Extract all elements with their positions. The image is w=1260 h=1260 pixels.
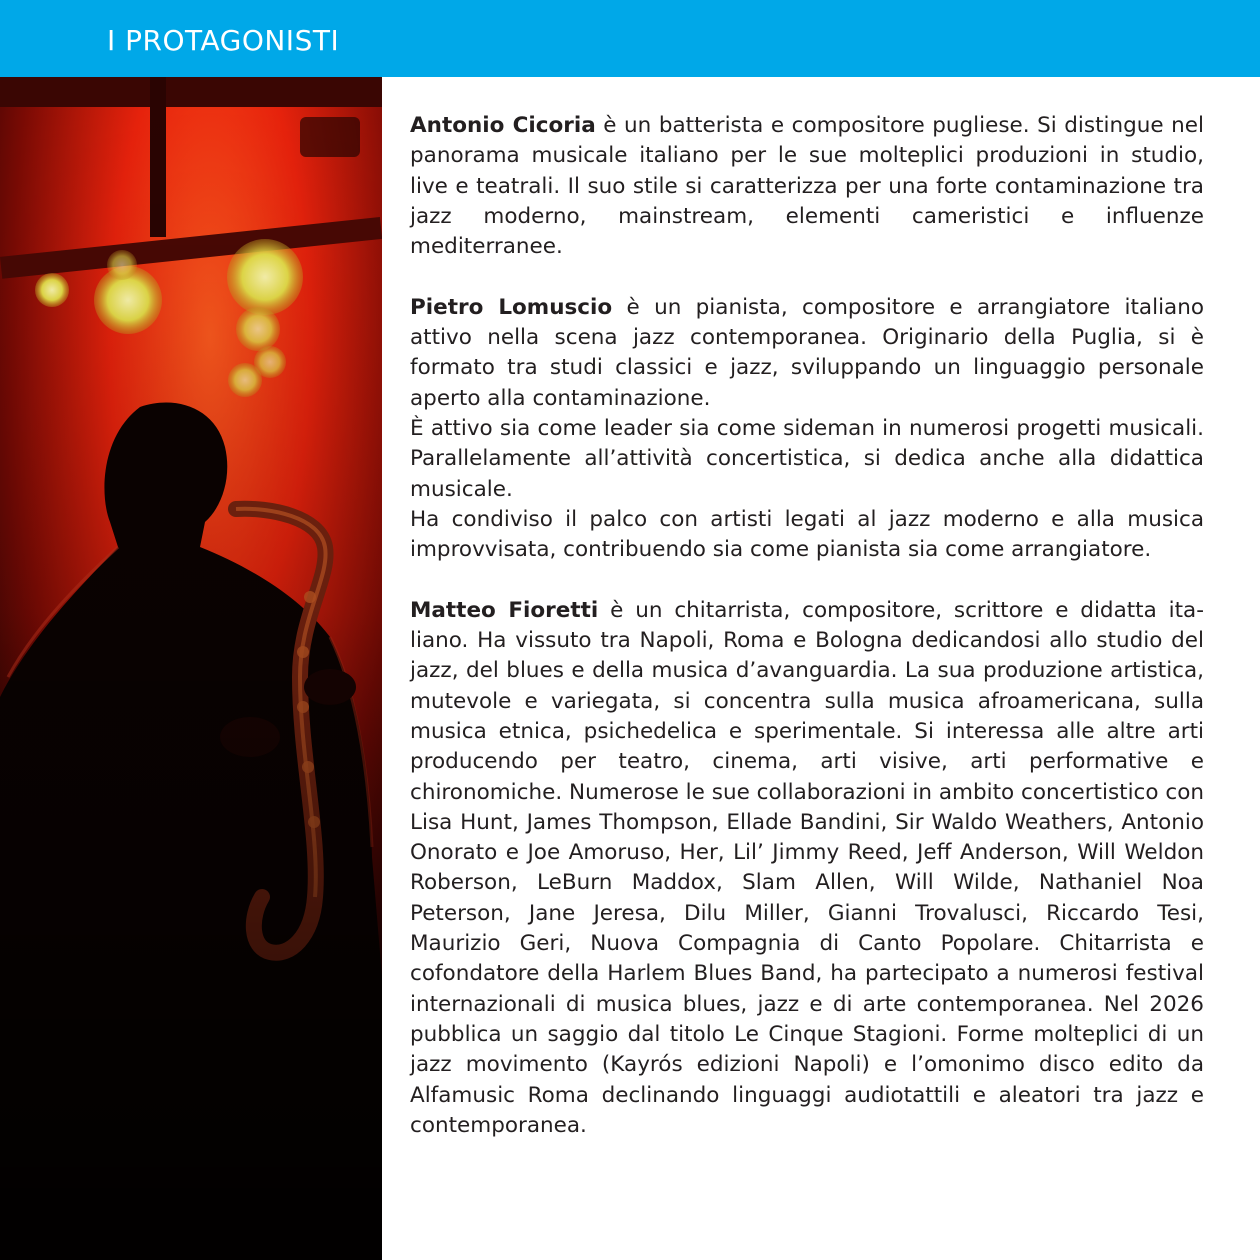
bio-text: Ha condiviso il palco con artisti legati al jazz moderno e alla musica improvvisata, contribuendo sia come pianista sia come arrangiatore. <box>410 506 1204 563</box>
page-title: I PROTAGONISTI <box>107 24 340 57</box>
bio-text: è un batterista e compositore pugliese. Si distingue nel panorama musicale italiano per le sue molteplici produzioni in studio, live e teatrali. Il suo stile si caratterizza per una forte contaminazione tra jazz moderno, mainstream, elementi cameristici e influenze mediterranee. <box>410 113 1204 260</box>
bios-text <box>410 111 1204 1141</box>
bio-text: è un pianista, compositore e arrangiatore italiano attivo nella scena jazz contemporanea. Originario della Puglia, si è formato tra studi classici e jazz, sviluppando un linguaggio personale aperto alla contaminazione. <box>410 294 1204 411</box>
bio-name: Antonio Cicoria <box>410 113 596 138</box>
bio-antonio-cicoria <box>410 111 1204 262</box>
bio-matteo-fioretti <box>410 596 1204 1141</box>
bio-name: Matteo Fioretti <box>410 597 599 623</box>
bio-text: È attivo sia come leader sia come sideman in numerosi progetti musicali. Parallelamente all’attività concertistica, si dedica anche alla didattica musicale. <box>410 415 1204 502</box>
bio-pietro-lomuscio <box>410 293 1204 414</box>
saxophone-player-photo <box>0 77 382 1260</box>
bio-text: è un chitarrista, compositore, scrittore e didatta italiano. Ha vissuto tra Napoli, Roma e Bologna dedicandosi allo studio del jazz, del blues e della musica d’avanguardia. La sua produzione artistica, mutevole e variegata, si concentra sulla musica afroamericana, sulla musica etnica, psichedelica e sperimentale. Si interessa alle altre arti producendo per teatro, cinema, arti visive, arti performative e chironomiche. Numerose le sue collaborazioni in ambito concertistico con Lisa Hunt, James Thompson, Ellade Bandini, Sir Waldo Weathers, Antonio Onorato e Joe Amoruso, Her, Lil’ Jimmy Reed, Jeff Anderson, Will Weldon Roberson, LeBurn Maddox, Slam Allen, Will Wilde, Nathaniel Noa Peterson, Jane Jeresa, Dilu Miller, Gianni Trovalusci, Riccardo Tesi, Maurizio Geri, Nuova Compagnia di Canto Popolare. Chitarrista e cofondatore della Harlem Blues Band, ha partecipato a numerosi festival internazionali di musica blues, jazz e di arte contemporanea. Nel 2026 pubblica un saggio dal titolo Le Cinque Stagioni. Forme molteplici di un jazz movimento (Kayrós edizioni Napoli) e l’omonimo disco edito da Alfamusic Roma declinando linguaggi audiotattili e aleatori tra jazz e contemporanea. <box>410 597 1204 1138</box>
bio-name: Pietro Lomuscio <box>410 294 613 320</box>
page-header <box>0 0 1260 77</box>
